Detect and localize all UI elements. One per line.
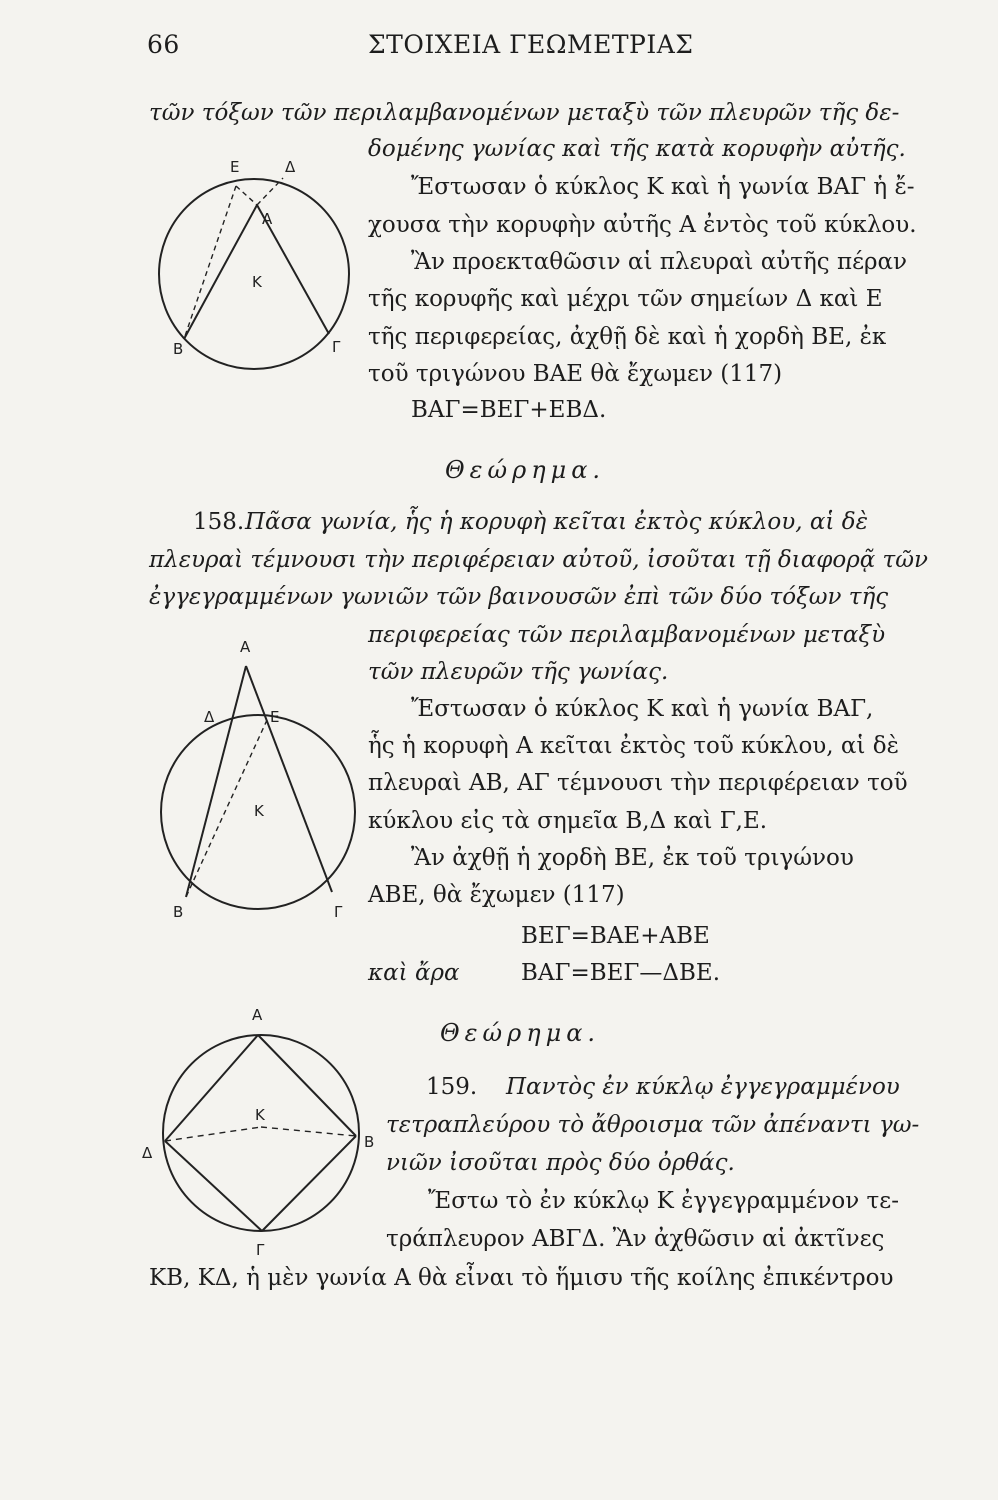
label-g: Γ bbox=[256, 1241, 265, 1259]
label-b: Β bbox=[173, 340, 184, 358]
radius-kb bbox=[261, 1127, 356, 1136]
side-ag bbox=[246, 666, 332, 892]
theorem-number: 158. bbox=[193, 509, 245, 535]
label-a: Α bbox=[240, 638, 251, 656]
extension-ad bbox=[257, 178, 283, 205]
side-ab bbox=[258, 1035, 356, 1136]
page-number: 66 bbox=[147, 30, 180, 59]
label-d: Δ bbox=[142, 1144, 153, 1162]
equation: ΒΕΓ=ΒΑΕ+ΑΒΕ bbox=[521, 923, 710, 949]
label-e: Ε bbox=[270, 708, 280, 726]
label-d: Δ bbox=[285, 158, 296, 176]
radius-kd bbox=[165, 1127, 261, 1141]
text-line: τοῦ τριγώνου ΒΑΕ θὰ ἔχωμεν (117) bbox=[368, 361, 783, 387]
text-line: Ἂν προεκταθῶσιν αἱ πλευραὶ αὐτῆς πέραν bbox=[411, 249, 908, 275]
text-line: τῶν πλευρῶν τῆς γωνίας. bbox=[368, 659, 669, 685]
figure-1 bbox=[148, 150, 368, 380]
text-line: Ἔστωσαν ὁ κύκλος Κ καὶ ἡ γωνία ΒΑΓ, bbox=[411, 696, 874, 722]
label-k: Κ bbox=[252, 273, 262, 291]
text-line: χουσα τὴν κορυφὴν αὐτῆς Α ἐντὸς τοῦ κύκλου. bbox=[368, 212, 917, 238]
text-line: νιῶν ἰσοῦται πρὸς δύο ὀρθάς. bbox=[386, 1150, 735, 1176]
text-line: δομένης γωνίας καὶ τῆς κατὰ κορυφὴν αὐτῆς. bbox=[368, 136, 906, 162]
label-g: Γ bbox=[332, 338, 341, 356]
text-line: Πᾶσα γωνία, ἧς ἡ κορυφὴ κεῖται ἐκτὸς κύκλου, αἱ δὲ bbox=[245, 509, 868, 535]
text-line: τράπλευρον ΑΒΓΔ. Ἂν ἀχθῶσιν αἱ ἀκτῖνες bbox=[386, 1226, 885, 1252]
text-line: πλευραὶ ΑΒ, ΑΓ τέμνουσι τὴν περιφέρειαν τοῦ bbox=[368, 770, 908, 796]
page-title: ΣΤΟΙΧΕΙΑ ΓΕΩΜΕΤΡΙΑΣ bbox=[368, 30, 694, 59]
text-line: ΚΒ, ΚΔ, ἡ μὲν γωνία Α θὰ εἶναι τὸ ἥμισυ τῆς κοίλης ἐπικέντρου bbox=[149, 1265, 894, 1291]
extension-ae bbox=[236, 186, 257, 205]
equation: ΒΑΓ=ΒΕΓ+ΕΒΔ. bbox=[411, 397, 607, 423]
side-ab bbox=[184, 205, 257, 339]
label-b: Β bbox=[173, 903, 184, 921]
text-line: κύκλου εἰς τὰ σημεῖα Β,Δ καὶ Γ,Ε. bbox=[368, 808, 768, 834]
equation: ΒΑΓ=ΒΕΓ—ΔΒΕ. bbox=[521, 960, 721, 986]
text-line: Ἔστω τὸ ἐν κύκλῳ Κ ἐγγεγραμμένον τε- bbox=[428, 1188, 899, 1214]
label-k: Κ bbox=[254, 802, 264, 820]
side-ab bbox=[186, 666, 246, 897]
theorem-heading: Θεώρημα. bbox=[440, 1019, 601, 1047]
label-d: Δ bbox=[204, 708, 215, 726]
text-line: Ἂν ἀχθῇ ἡ χορδὴ ΒΕ, ἐκ τοῦ τριγώνου bbox=[411, 845, 854, 871]
label-b: Β bbox=[364, 1133, 375, 1151]
side-da bbox=[165, 1035, 258, 1141]
chord-be bbox=[184, 186, 236, 339]
label-k: Κ bbox=[255, 1106, 265, 1124]
text-line: τετραπλεύρου τὸ ἄθροισμα τῶν ἀπέναντι γω- bbox=[386, 1112, 920, 1138]
kai-ara: καὶ ἄρα bbox=[368, 960, 460, 986]
text-line: Παντὸς ἐν κύκλῳ ἐγγεγραμμένου bbox=[506, 1074, 900, 1100]
text-line: ΑΒΕ, θὰ ἔχωμεν (117) bbox=[368, 882, 625, 908]
text-line: τῶν τόξων τῶν περιλαμβανομένων μεταξὺ τῶν πλευρῶν τῆς δε- bbox=[149, 100, 900, 126]
text-line: τῆς κορυφῆς καὶ μέχρι τῶν σημείων Δ καὶ Ε bbox=[368, 286, 883, 312]
theorem-number: 159. bbox=[426, 1074, 478, 1100]
label-g: Γ bbox=[334, 903, 343, 921]
text-line: ἐγγεγραμμένων γωνιῶν τῶν βαινουσῶν ἐπὶ τῶν δύο τόξων τῆς bbox=[149, 584, 889, 610]
text-line: Ἔστωσαν ὁ κύκλος Κ καὶ ἡ γωνία ΒΑΓ ἡ ἔ- bbox=[411, 174, 915, 200]
text-line: περιφερείας τῶν περιλαμβανομένων μεταξὺ bbox=[368, 622, 886, 648]
label-a: Α bbox=[252, 1006, 263, 1024]
figure-3 bbox=[138, 1000, 378, 1260]
text-line: τῆς περιφερείας, ἀχθῇ δὲ καὶ ἡ χορδὴ ΒΕ, ἐκ bbox=[368, 324, 887, 350]
theorem-heading: Θεώρημα. bbox=[445, 456, 606, 484]
figure-2 bbox=[148, 630, 368, 930]
label-e: Ε bbox=[230, 158, 240, 176]
label-a: Α bbox=[262, 210, 273, 228]
side-bg bbox=[262, 1136, 356, 1231]
text-line: πλευραὶ τέμνουσι τὴν περιφέρειαν αὐτοῦ, ἰσοῦται τῇ διαφορᾷ τῶν bbox=[149, 547, 929, 573]
text-line: ἧς ἡ κορυφὴ Α κεῖται ἐκτὸς τοῦ κύκλου, αἱ δὲ bbox=[368, 733, 899, 759]
